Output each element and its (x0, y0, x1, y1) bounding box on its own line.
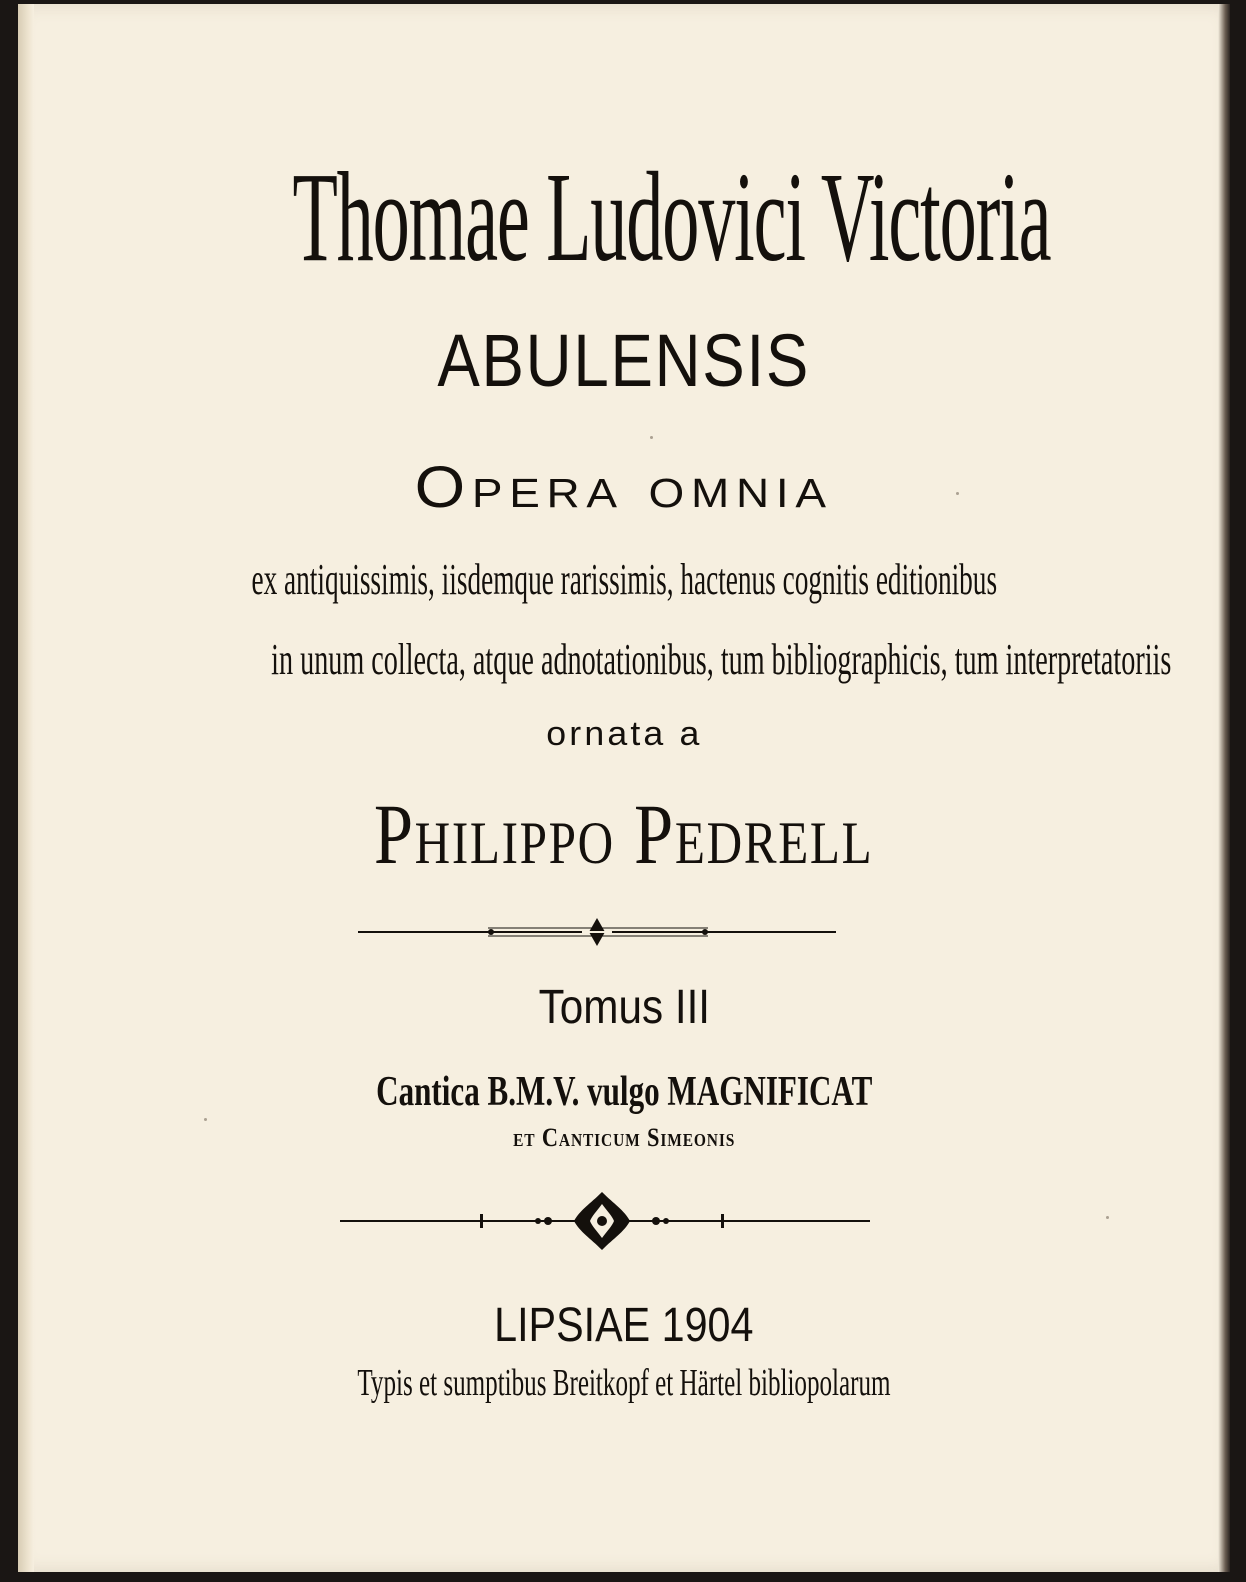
editor-heading (18, 782, 1230, 886)
ornata-line (18, 712, 1230, 756)
publisher-text: Typis et sumptibus Breitkopf et Härtel bibliopolarum (357, 1362, 891, 1404)
volume-heading-text: Tomus III (538, 981, 710, 1034)
place-date-line (18, 1296, 1230, 1356)
subtitle-line-2 (18, 632, 1230, 688)
author-heading (18, 142, 1230, 292)
volume-heading (18, 978, 1230, 1038)
title-page (18, 4, 1230, 1572)
contents-line-2 (18, 1120, 1230, 1156)
paper-speck (204, 1118, 207, 1121)
publisher-line (18, 1358, 1230, 1408)
contents-line-1 (18, 1066, 1230, 1118)
paper-speck (956, 492, 959, 495)
ornata-line-text: ornata a (545, 715, 703, 753)
paper-speck (1106, 1216, 1109, 1219)
fleuron-rule-ornament (18, 1186, 1230, 1256)
origin-heading-text: ABULENSIS (437, 319, 811, 402)
origin-heading (18, 316, 1230, 406)
subtitle-line-2-text: in unum collecta, atque adnotationibus, tum bibliographicis, tum interpretatoriis (271, 635, 1172, 684)
work-heading (18, 452, 1230, 524)
paper-speck (650, 436, 653, 439)
contents-line-2-text: et Canticum Simeonis (512, 1123, 736, 1152)
subtitle-line-1-text: ex antiquissimis, iisdemque rarissimis, hactenus cognitis editionibus (251, 555, 997, 604)
diamond-rule-ornament (18, 912, 1230, 952)
contents-line-1-text: Cantica B.M.V. vulgo MAGNIFICAT (375, 1069, 873, 1115)
editor-heading-text: Philippo Pedrell (374, 786, 874, 882)
work-heading-text: Opera omnia (414, 455, 834, 520)
place-date-text: LIPSIAE 1904 (494, 1299, 754, 1352)
author-heading-text: Thomae Ludovici Victoria (292, 146, 1051, 288)
subtitle-line-1 (18, 552, 1230, 608)
